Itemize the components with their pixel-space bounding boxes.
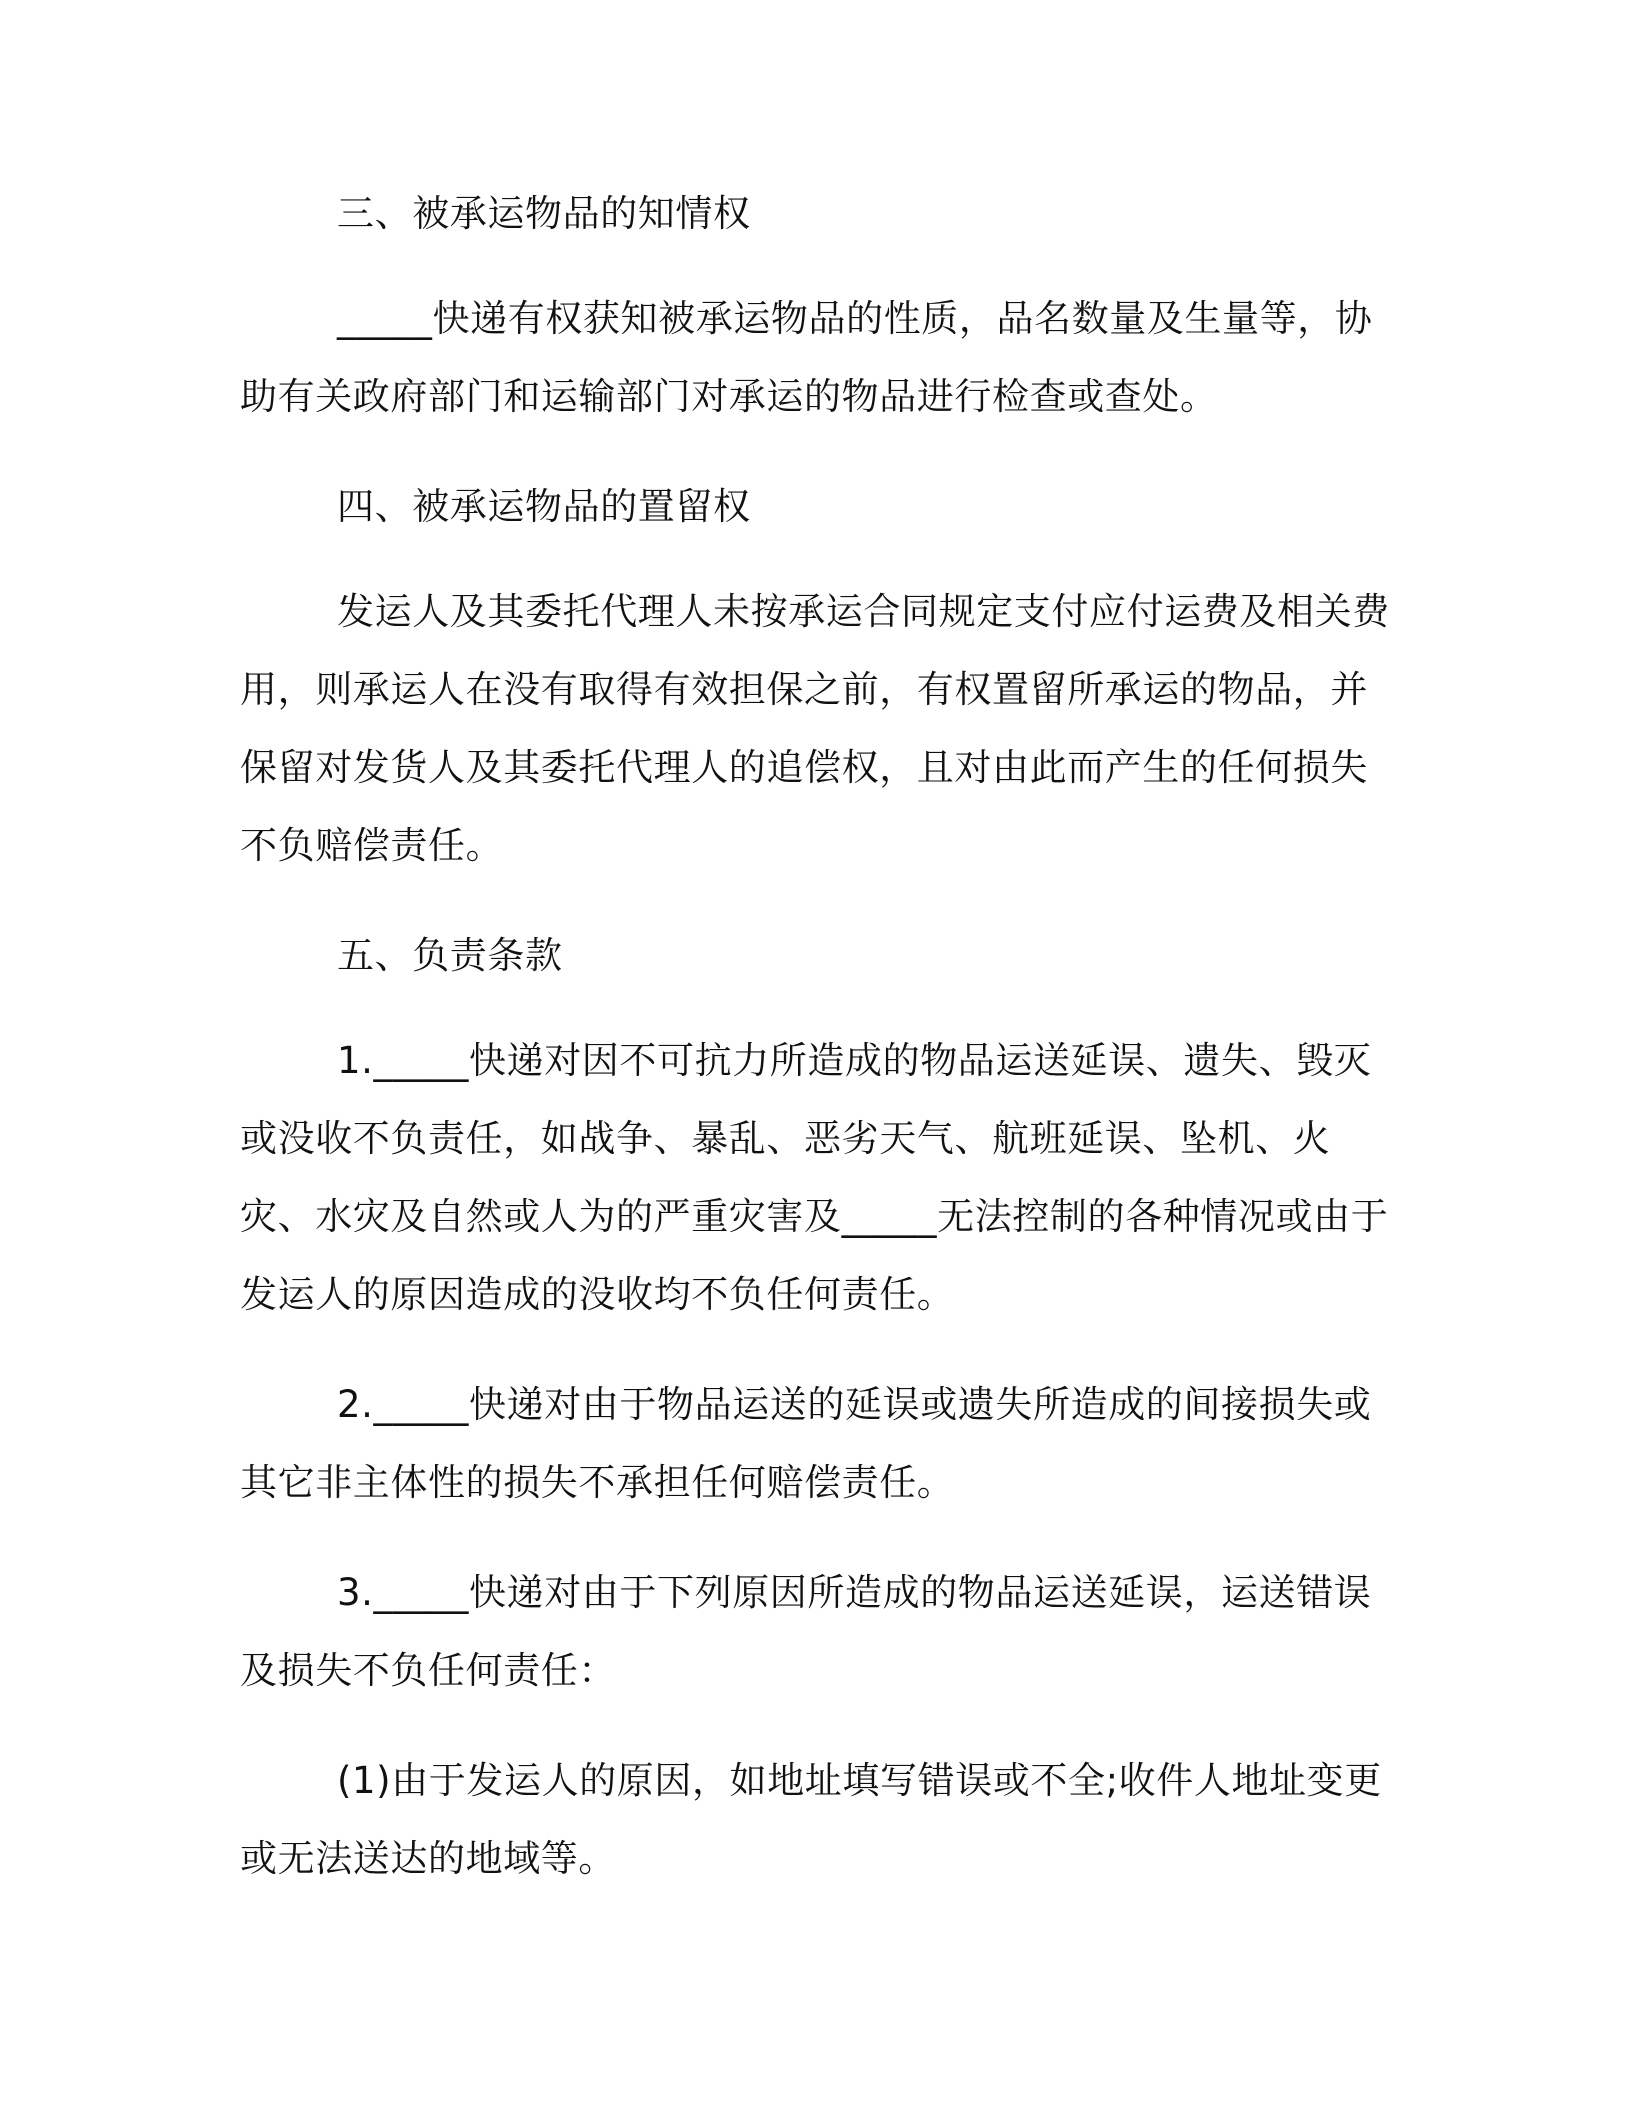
clause-3: 3._____快递对由于下列原因所造成的物品运送延误，运送错误及损失不负任何责任：: [240, 1571, 1372, 1692]
section-heading-4: 四、被承运物品的置留权: [337, 485, 751, 528]
section-heading-5: 五、负责条款: [337, 934, 563, 977]
clause-2: 2._____快递对由于物品运送的延误或遗失所造成的间接损失或其它非主体性的损失不承担任何赔偿责任。: [240, 1383, 1372, 1504]
paragraph-right-to-know: _____快递有权获知被承运物品的性质，品名数量及生量等，协助有关政府部门和运输部门对承运的物品进行检查或查处。: [240, 297, 1373, 418]
clause-3-item-1: (1)由于发运人的原因，如地址填写错误或不全;收件人地址变更或无法送达的地域等。: [240, 1759, 1382, 1880]
clause-1: 1._____快递对因不可抗力所造成的物品运送延误、遗失、毁灭或没收不负责任，如战争、暴乱、恶劣天气、航班延误、坠机、火灾、水灾及自然或人为的严重灾害及_____无法控制的各种情况或由于发运人的原因造成的没收均不负任何责任。: [240, 1039, 1389, 1316]
section-heading-3: 三、被承运物品的知情权: [337, 192, 751, 235]
paragraph-lien-right: 发运人及其委托代理人未按承运合同规定支付应付运费及相关费用，则承运人在没有取得有效担保之前，有权置留所承运的物品，并保留对发货人及其委托代理人的追偿权，且对由此而产生的任何损失不负赔偿责任。: [240, 590, 1390, 867]
